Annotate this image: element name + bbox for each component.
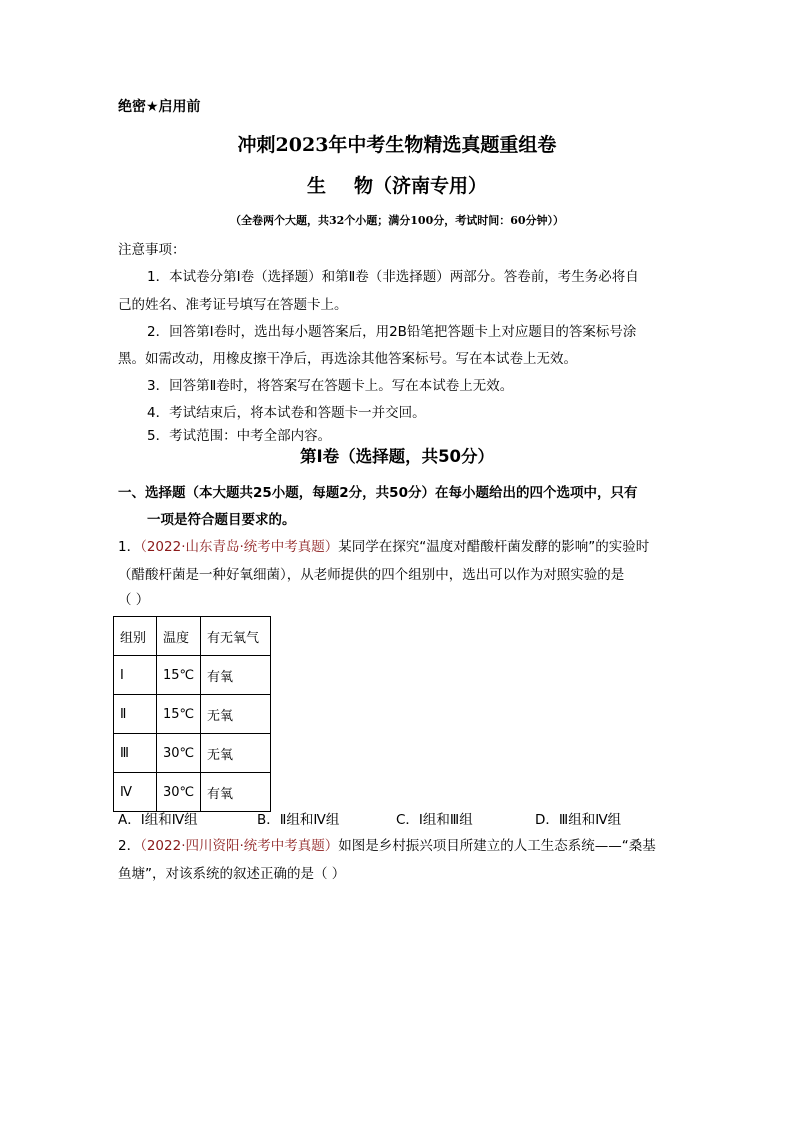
table-cell: 有氧 bbox=[201, 773, 271, 812]
table-row bbox=[114, 734, 271, 773]
table-header-cell: 温度 bbox=[157, 617, 201, 656]
question-1-line-1 bbox=[118, 535, 649, 555]
question-2-stem: 如图是乡村振兴项目所建立的人工生态系统——“桑基 bbox=[338, 838, 656, 854]
question-2-line-2: 鱼塘”，对该系统的叙述正确的是（ ） bbox=[118, 866, 346, 882]
notice-item-1-line-2: 己的姓名、准考证号填写在答题卡上。 bbox=[118, 297, 348, 313]
subject-char-1: 生 bbox=[306, 175, 326, 197]
table-cell: 无氧 bbox=[201, 695, 271, 734]
option-d: D．Ⅲ组和Ⅳ组 bbox=[535, 812, 622, 828]
notice-item-5: 5．考试范围：中考全部内容。 bbox=[147, 428, 332, 444]
secret-label: 绝密★启用前 bbox=[118, 99, 201, 115]
subject-rest: 物（济南专用） bbox=[354, 175, 488, 197]
notice-item-2-line-2: 黑。如需改动，用橡皮擦干净后，再选涂其他答案标号。写在本试卷上无效。 bbox=[118, 351, 577, 367]
question-1-options bbox=[118, 808, 621, 828]
table-cell: Ⅰ bbox=[114, 656, 157, 695]
table-cell: Ⅳ bbox=[114, 773, 157, 812]
table-cell: 30℃ bbox=[157, 773, 201, 812]
part-1-title: 第Ⅰ卷（选择题，共50分） bbox=[299, 447, 495, 466]
notice-item-1-line-1: 1．本试卷分第Ⅰ卷（选择题）和第Ⅱ卷（非选择题）两部分。答卷前，考生务必将自 bbox=[147, 269, 639, 285]
section-1-instructions-line-1: 一、选择题（本大题共25小题，每题2分，共50分）在每小题给出的四个选项中，只有 bbox=[118, 485, 638, 501]
option-c: C．Ⅰ组和Ⅲ组 bbox=[396, 812, 473, 828]
table-cell: 有氧 bbox=[201, 656, 271, 695]
table-header-row bbox=[114, 617, 271, 656]
notice-item-2-line-1: 2．回答第Ⅰ卷时，选出每小题答案后，用2B铅笔把答题卡上对应题目的答案标号涂 bbox=[147, 324, 637, 340]
paper-subtitle bbox=[0, 171, 794, 198]
table-cell: Ⅲ bbox=[114, 734, 157, 773]
question-2-line-1 bbox=[118, 834, 656, 854]
question-1-source: （2022·山东青岛·统考中考真题） bbox=[140, 539, 339, 555]
table-row bbox=[114, 656, 271, 695]
question-1-line-2: （醋酸杆菌是一种好氧细菌），从老师提供的四个组别中，选出可以作为对照实验的是 bbox=[118, 567, 625, 583]
table-header-cell: 有无氧气 bbox=[201, 617, 271, 656]
notice-heading: 注意事项： bbox=[118, 242, 186, 258]
table-cell: 15℃ bbox=[157, 656, 201, 695]
table-cell: Ⅱ bbox=[114, 695, 157, 734]
table-cell: 15℃ bbox=[157, 695, 201, 734]
table-cell: 30℃ bbox=[157, 734, 201, 773]
table-cell: 无氧 bbox=[201, 734, 271, 773]
paper-title: 冲刺2023年中考生物精选真题重组卷 bbox=[237, 134, 557, 156]
notice-item-4: 4．考试结束后，将本试卷和答题卡一并交回。 bbox=[147, 405, 426, 421]
question-1-stem: 某同学在探究“温度对醋酸杆菌发酵的影响”的实验时 bbox=[338, 539, 650, 555]
question-2-number: 2． bbox=[118, 838, 141, 854]
question-2-source: （2022·四川资阳·统考中考真题） bbox=[140, 838, 339, 854]
question-1-number: 1． bbox=[118, 539, 141, 555]
table-row bbox=[114, 773, 271, 812]
option-a: A．Ⅰ组和Ⅳ组 bbox=[118, 812, 198, 828]
table-header-cell: 组别 bbox=[114, 617, 157, 656]
section-1-instructions-line-2: 一项是符合题目要求的。 bbox=[147, 512, 296, 528]
question-1-answer-blank: （ ） bbox=[118, 592, 150, 608]
group-table bbox=[113, 616, 271, 812]
notice-item-3: 3．回答第Ⅱ卷时，将答案写在答题卡上。写在本试卷上无效。 bbox=[147, 378, 514, 394]
exam-info: （全卷两个大题，共32个小题；满分100分，考试时间：60分钟）） bbox=[229, 214, 565, 227]
option-b: B．Ⅱ组和Ⅳ组 bbox=[257, 812, 340, 828]
table-row bbox=[114, 695, 271, 734]
